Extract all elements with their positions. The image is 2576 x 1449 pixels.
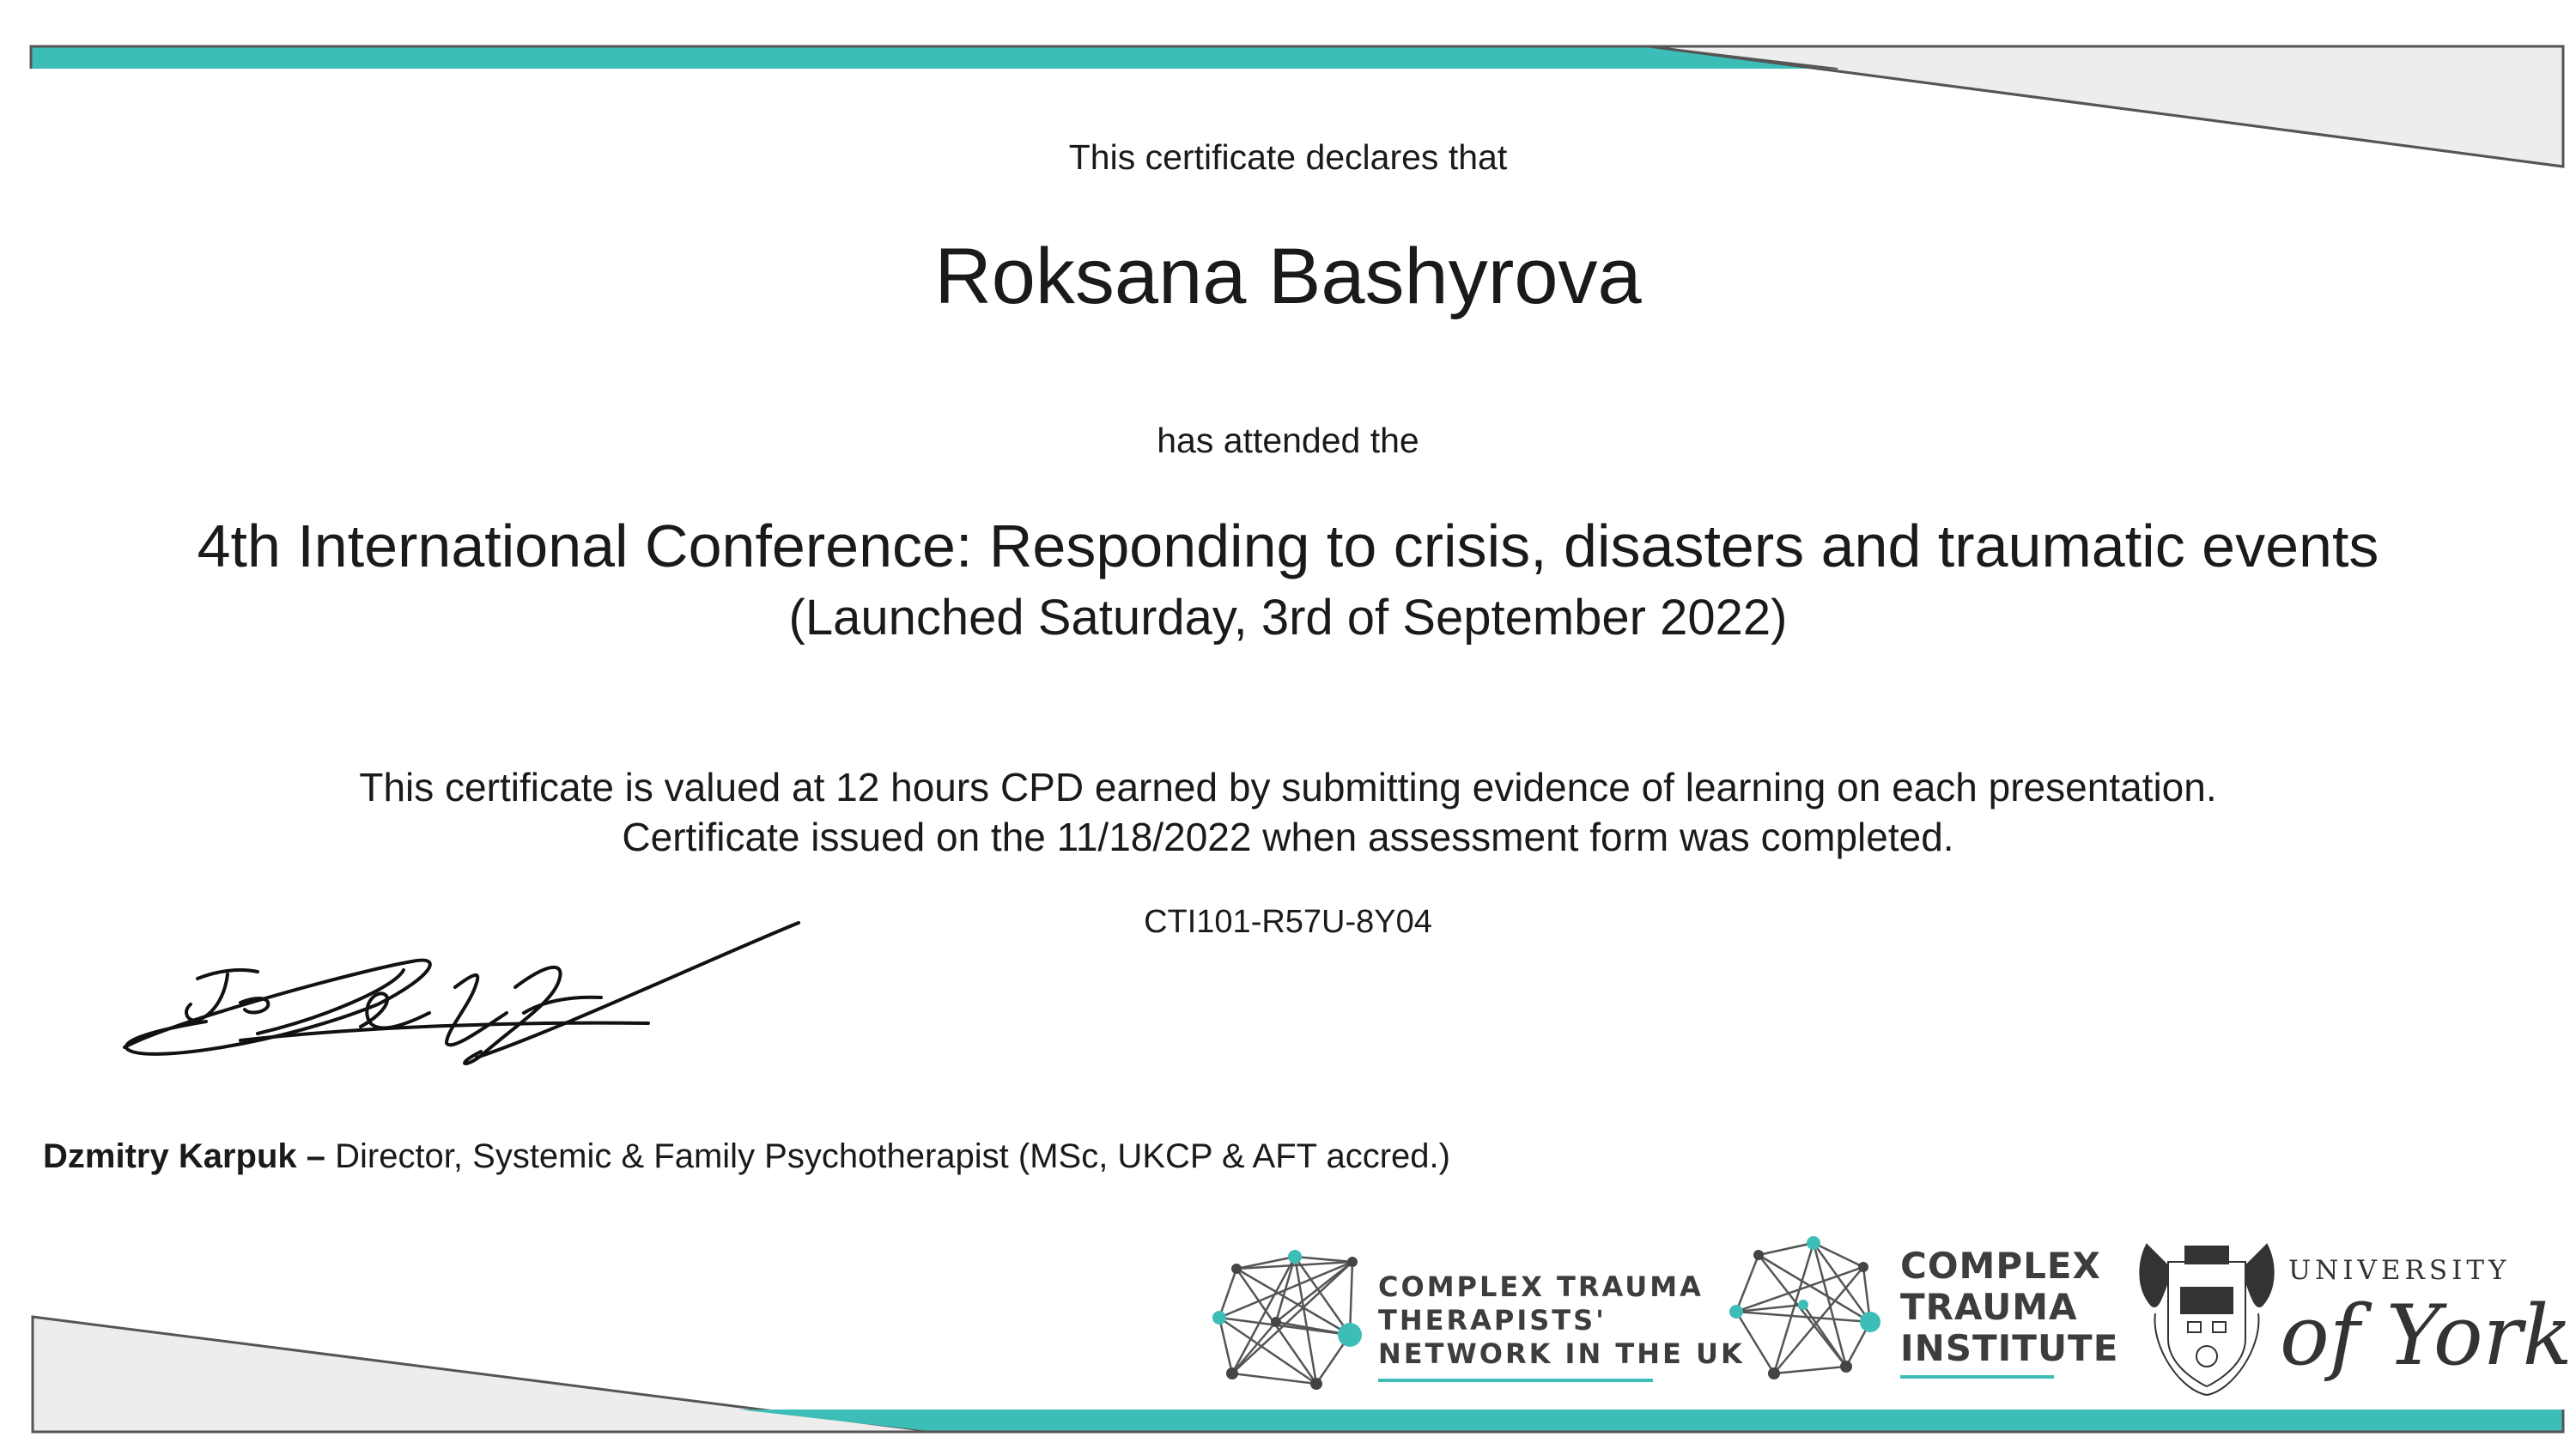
signatory-title: Director, Systemic & Family Psychotherapist (MSc, UKCP & AFT accred.): [325, 1137, 1450, 1175]
york-wordmark: of York: [2280, 1288, 2573, 1384]
attended-text: has attended the: [1157, 421, 1419, 460]
cpd-statement: This certificate is valued at 12 hours CPD earned by submitting evidence of learning on each presentation.: [359, 765, 2217, 809]
issued-statement: Certificate issued on the 11/18/2022 when assessment form was completed.: [622, 815, 1954, 859]
york-university-text: UNIVERSITY: [2288, 1255, 2511, 1286]
cti-line-1: COMPLEX: [1900, 1245, 2101, 1287]
ctt-line-1: COMPLEX TRAUMA: [1378, 1270, 1704, 1303]
signatory-name: Dzmitry Karpuk –: [43, 1137, 325, 1175]
ctt-line-3: NETWORK IN THE UK: [1378, 1337, 1745, 1370]
cti-line-2: TRAUMA: [1900, 1286, 2078, 1328]
certificate-id: CTI101-R57U-8Y04: [1144, 904, 1432, 940]
recipient-name: Roksana Bashyrova: [934, 233, 1642, 320]
conference-title: 4th International Conference: Responding to crisis, disasters and traumatic events: [197, 512, 2379, 579]
declares-text: This certificate declares that: [1068, 137, 1508, 177]
launch-date: (Launched Saturday, 3rd of September 2022): [788, 590, 1788, 646]
cti-line-3: INSTITUTE: [1900, 1327, 2119, 1369]
ctt-line-2: THERAPISTS': [1378, 1304, 1607, 1337]
